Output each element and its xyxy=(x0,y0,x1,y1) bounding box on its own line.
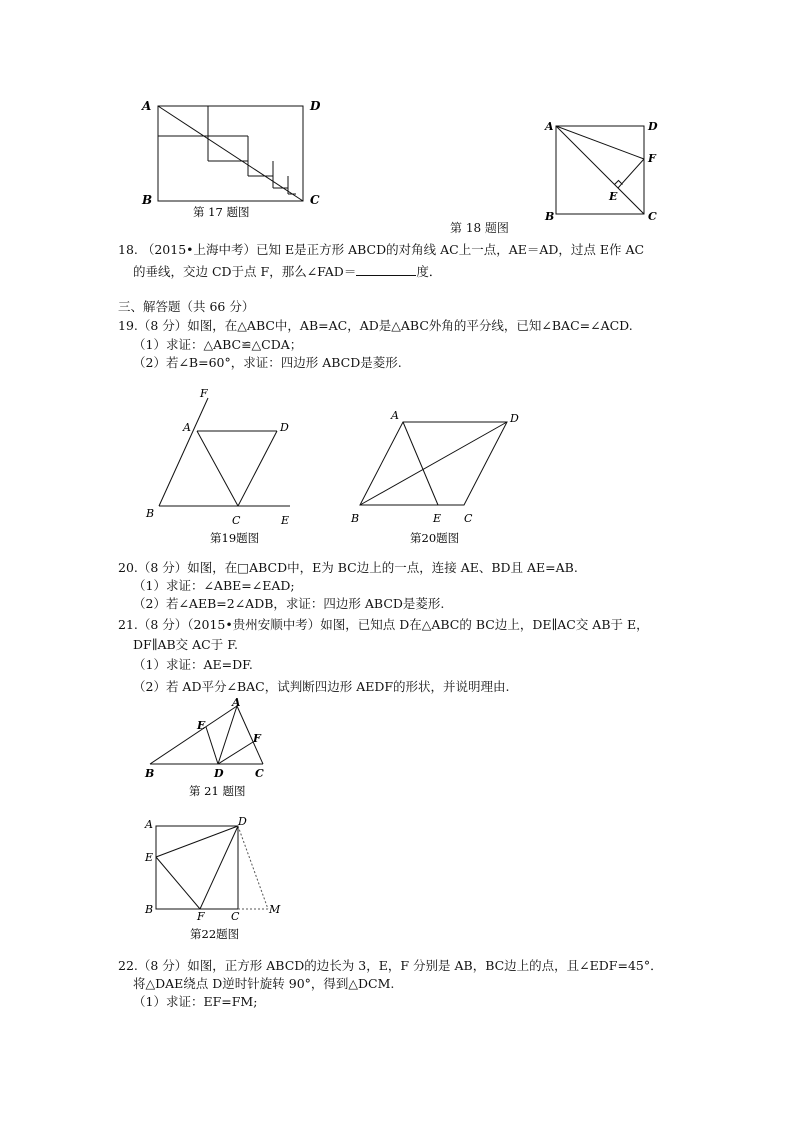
fig18-caption: 第 18 题图 xyxy=(450,221,509,235)
fig17-label-c: C xyxy=(310,193,320,207)
q18-answer-blank[interactable] xyxy=(356,263,416,276)
fig21-label-b: B xyxy=(145,767,155,780)
fig21-label-f: F xyxy=(253,732,261,745)
fig17-label-b: B xyxy=(142,193,153,207)
fig17-label-a: A xyxy=(142,99,152,113)
fig21-label-a: A xyxy=(232,696,241,709)
fig21-label-c: C xyxy=(255,767,264,780)
fig18-label-c: C xyxy=(648,210,657,223)
figure-21-drawing xyxy=(140,696,280,801)
figure-19 xyxy=(140,384,300,549)
fig20-caption: 第20题图 xyxy=(410,531,460,545)
q18-line2 xyxy=(133,263,441,280)
q18-line2-text: 的垂线，交边 CD于点 F，那么∠FAD＝ xyxy=(133,264,357,279)
fig20-label-d: D xyxy=(510,412,519,425)
figure-19-drawing xyxy=(140,384,300,549)
q21-part2: （2）若 AD平分∠BAC，试判断四边形 AEDF的形状，并说明理由. xyxy=(133,679,510,694)
figure-17 xyxy=(138,96,321,221)
figure-22-drawing xyxy=(142,814,287,944)
q22-part1: （1）求证：EF=FM; xyxy=(133,994,258,1009)
fig22-label-b: B xyxy=(145,903,154,916)
q18-line2-suffix: 度． xyxy=(416,264,442,279)
fig22-label-e: E xyxy=(145,851,154,864)
figure-18 xyxy=(542,116,672,241)
q22-line1: 22.（8 分）如图，正方形 ABCD的边长为 3，E，F 分别是 AB，BC边上的点，且∠EDF=45°． xyxy=(118,958,663,973)
fig22-label-m: M xyxy=(269,903,281,916)
fig17-caption: 第 17 题图 xyxy=(193,205,250,219)
q20-part1: （1）求证：∠ABE=∠EAD; xyxy=(133,578,295,593)
fig21-label-e: E xyxy=(197,719,206,732)
q20-part2: （2）若∠AEB=2∠ADB，求证：四边形 ABCD是菱形. xyxy=(133,596,445,611)
fig20-label-b: B xyxy=(351,512,360,525)
fig22-caption: 第22题图 xyxy=(190,927,240,941)
q22-line2: 将△DAE绕点 D逆时针旋转 90°，得到△DCM. xyxy=(133,976,395,991)
q19-part1: （1）求证：△ABC≌△CDA； xyxy=(133,337,303,352)
fig21-label-d: D xyxy=(214,767,224,780)
fig18-label-b: B xyxy=(545,210,555,223)
q21-line1: 21.（8 分）（2015•贵州安顺中考）如图，已知点 D在△ABC的 BC边上，DE∥AC交 AB于 E， xyxy=(118,617,649,632)
fig18-label-a: A xyxy=(545,120,554,133)
fig18-label-e: E xyxy=(609,190,618,203)
figure-20 xyxy=(345,404,535,549)
fig22-label-f: F xyxy=(197,910,205,923)
figure-21 xyxy=(140,696,280,801)
figure-18-drawing xyxy=(542,116,672,241)
fig19-label-e: E xyxy=(281,514,290,527)
fig19-label-c: C xyxy=(232,514,241,527)
fig19-caption: 第19题图 xyxy=(210,531,260,545)
fig19-label-a: A xyxy=(183,421,191,434)
q20-line1: 20.（8 分）如图，在□ABCD中，E为 BC边上的一点，连接 AE、BD且 AE=AB. xyxy=(118,560,578,575)
q18-line1: 18. （2015•上海中考）已知 E是正方形 ABCD的对角线 AC上一点，AE＝AD，过点 E作 AC xyxy=(118,242,645,257)
figure-17-drawing xyxy=(138,96,321,221)
fig20-label-c: C xyxy=(464,512,473,525)
q21-part1: （1）求证：AE=DF. xyxy=(133,657,253,672)
figure-20-drawing xyxy=(345,404,535,549)
fig17-label-d: D xyxy=(310,99,321,113)
fig21-caption: 第 21 题图 xyxy=(189,784,246,798)
fig22-label-a: A xyxy=(145,818,153,831)
figure-22 xyxy=(142,814,287,944)
fig18-label-f: F xyxy=(648,152,656,165)
fig20-label-e: E xyxy=(433,512,442,525)
fig19-label-b: B xyxy=(146,507,155,520)
fig19-label-d: D xyxy=(280,421,289,434)
section-title: 三、解答题（共 66 分） xyxy=(118,299,255,314)
fig20-label-a: A xyxy=(391,409,399,422)
q19-part2: （2）若∠B=60°，求证：四边形 ABCD是菱形. xyxy=(133,355,402,370)
q21-line2: DF∥AB交 AC于 F. xyxy=(133,637,238,652)
fig22-label-c: C xyxy=(231,910,240,923)
fig19-label-f: F xyxy=(200,387,208,400)
q19-line1: 19.（8 分）如图，在△ABC中，AB=AC，AD是△ABC外角的平分线，已知∠BAC=∠ACD. xyxy=(118,318,633,333)
fig18-label-d: D xyxy=(648,120,658,133)
fig22-label-d: D xyxy=(238,815,247,828)
